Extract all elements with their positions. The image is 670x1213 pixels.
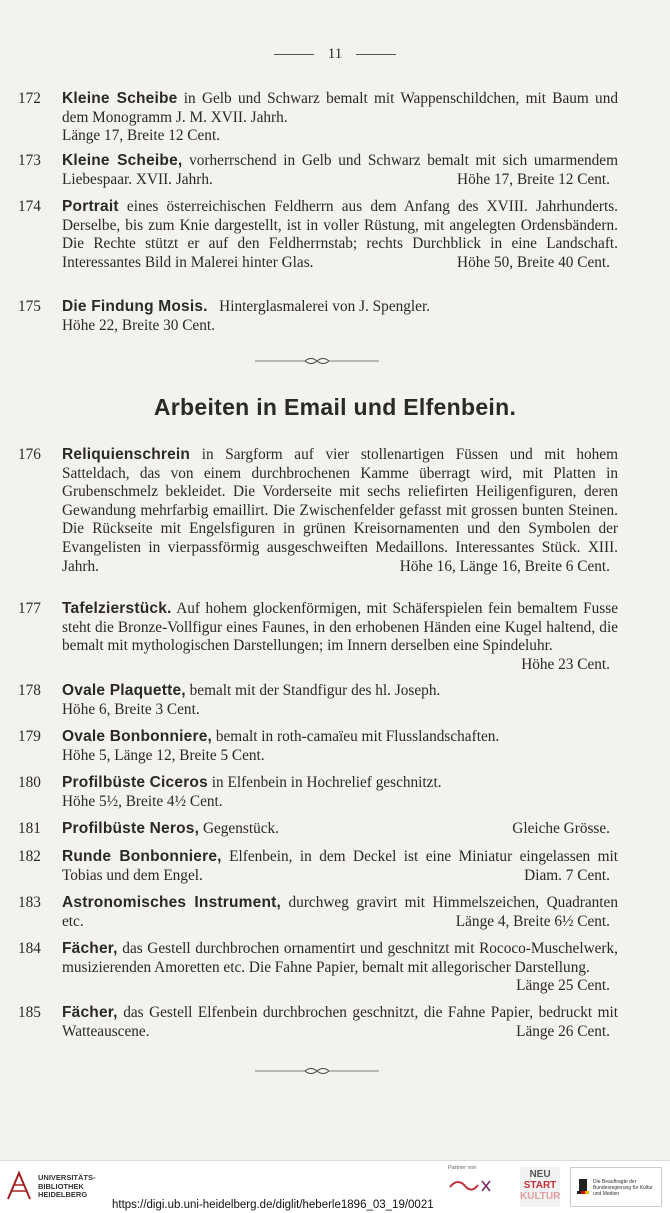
entry-measure: Höhe 6, Breite 3 Cent. — [62, 700, 200, 718]
entry-measure: Höhe 5½, Breite 4½ Cent. — [62, 792, 223, 810]
footer-bar — [0, 1160, 670, 1213]
section-heading: Arbeiten in Email und Elfenbein. — [153, 394, 517, 420]
entry-measure: Höhe 16, Länge 16, Breite 6 Cent. — [399, 557, 610, 575]
entry-measure: Länge 25 Cent. — [516, 977, 610, 995]
entry-title: Profilbüste Neros, — [62, 820, 200, 837]
catalog-entry: 176 Reliquienschrein in Sargform auf vier stollenartigen Füssen und mit hohem Satteldach, das von einem durchbrochenen Kamme überragt wird, mit Platten in Grubenschmelz bekleidet. Die Vorderseite mit sechs reliefirten Heiligenfiguren, deren Gewandung mehrfarbig emaillirt. Die Zwischenfelder gefasst mit grossen bunten Steinen. Die Rückseite mit Engelsfiguren in grünen Kreisornamenten und den Symbolen der Evangelisten in vierpassförmig ausgeschweiften Medaillons. Interessantes Stück. XIII. Jahrh. Höhe 16, Länge 16, Breite 6 Cent. — [18, 446, 618, 575]
catalog-entry: 173 Kleine Scheibe, vorherrschend in Gelb und Schwarz bemalt mit sich umarmendem Liebespaar. XVII. Jahrh. Höhe 17, Breite 12 Cent. — [18, 152, 618, 188]
entry-title: Astronomisches Instrument, — [62, 894, 282, 911]
university-name: UNIVERSITÄTS- BIBLIOTHEK HEIDELBERG — [38, 1173, 96, 1199]
partner-logo-icon — [446, 1173, 508, 1199]
catalog-entry: 178 Ovale Plaquette, bemalt mit der Standfigur des hl. Joseph. Höhe 6, Breite 3 Cent. — [18, 682, 618, 719]
page-number: 11 — [0, 46, 670, 63]
entry-title: Kleine Scheibe — [62, 90, 178, 107]
entry-measure: Höhe 23 Cent. — [521, 655, 610, 673]
permalink-url[interactable]: https://digi.ub.uni-heidelberg.de/diglit/heberle1896_03_19/0021 — [112, 1199, 434, 1211]
entry-title: Fächer, — [62, 1004, 118, 1021]
entry-measure: Länge 17, Breite 12 Cent. — [62, 127, 221, 145]
entry-title: Die Findung Mosis. — [62, 298, 208, 315]
catalog-entry: 180 Profilbüste Ciceros in Elfenbein in Hochrelief geschnitzt. Höhe 5½, Breite 4½ Cent. — [18, 774, 618, 811]
entry-measure: Länge 4, Breite 6½ Cent. — [455, 912, 610, 930]
entry-measure: Diam. 7 Cent. — [524, 866, 610, 884]
entry-title: Runde Bonbonniere, — [62, 848, 222, 865]
catalog-entry: 182 Runde Bonbonniere, Elfenbein, in dem Deckel ist eine Miniatur eingelassen mit Tobias und dem Engel. Diam. 7 Cent. — [18, 848, 618, 884]
ornament-divider — [255, 1066, 379, 1076]
catalog-entry: 184 Fächer, das Gestell durchbrochen ornamentirt und geschnitzt mit Rococo-Muschelwerk, musizierenden Amoretten etc. Die Fahne Papier, bemalt mit allegorischer Darstellung. Länge 25 Cent. — [18, 940, 618, 995]
catalog-entry: 185 Fächer, das Gestell Elfenbein durchbrochen geschnitzt, die Fahne Papier, bedruckt mit Watteauscene. Länge 26 Cent. — [18, 1004, 618, 1040]
entry-measure: Höhe 5, Länge 12, Breite 5 Cent. — [62, 746, 265, 764]
entry-title: Reliquienschrein — [62, 446, 191, 463]
entry-title: Ovale Plaquette, — [62, 682, 186, 699]
entry-measure: Höhe 22, Breite 30 Cent. — [62, 316, 215, 334]
university-logo-icon — [6, 1169, 32, 1203]
catalog-entry: 175 Die Findung Mosis. Hinterglasmalerei von J. Spengler. Höhe 22, Breite 30 Cent. — [18, 298, 618, 335]
neustart-kultur-logo: NEU START KULTUR — [520, 1167, 560, 1207]
catalog-entry: 174 Portrait eines österreichischen Feldherrn aus dem Anfang des XVIII. Jahrhunderts. Derselbe, bis zum Knie dargestellt, ist in voller Rüstung, mit angelegten Ordensbändern. Die Rechte stützt er auf den Feldherrnstab; rechts Durchblick in eine Landschaft. Interessantes Bild in Malerei hinter Glas. Höhe 50, Breite 40 Cent. — [18, 198, 619, 271]
entry-title: Portrait — [62, 198, 119, 215]
eagle-icon — [577, 1178, 589, 1194]
ornament-divider — [255, 356, 379, 366]
catalog-entry: 181 Profilbüste Neros, Gegenstück. Gleiche Grösse. — [18, 820, 618, 839]
catalog-entry: 179 Ovale Bonbonniere, bemalt in roth-camaïeu mit Flusslandschaften. Höhe 5, Länge 12, Breite 5 Cent. — [18, 728, 618, 765]
entry-measure: Länge 26 Cent. — [516, 1022, 610, 1040]
entry-title: Profilbüste Ciceros — [62, 774, 208, 791]
entry-measure: Höhe 50, Breite 40 Cent. — [457, 253, 610, 271]
entry-title: Kleine Scheibe, — [62, 152, 183, 169]
federal-government-logo: Die Beauftragte der Bundesregierung für Kultur und Medien — [570, 1167, 662, 1207]
entry-title: Ovale Bonbonniere, — [62, 728, 213, 745]
entry-title: Tafelzierstück. — [62, 600, 172, 617]
catalog-entry: 172 Kleine Scheibe in Gelb und Schwarz bemalt mit Wappenschildchen, mit Baum und dem Monogramm J. M. XVII. Jahrh. Länge 17, Breite 12 Cent. — [18, 90, 618, 145]
entry-title: Fächer, — [62, 940, 118, 957]
catalog-entry: 177 Tafelzierstück. Auf hohem glockenförmigen, mit Schäferspielen fein bemaltem Fusse steht die Bronze-Vollfigur eines Faunes, in den erhobenen Händen eine Kugel haltend, die bemalt mit mythologischen Darstellungen; im Innern derselben eine Spindeluhr. Höhe 23 Cent. — [18, 600, 618, 673]
partner-label: Partner von — [448, 1165, 477, 1171]
catalog-entry: 183 Astronomisches Instrument, durchweg gravirt mit Himmelszeichen, Quadranten etc. Länge 4, Breite 6½ Cent. — [18, 894, 618, 930]
entry-measure: Gleiche Grösse. — [512, 820, 610, 837]
entry-measure: Höhe 17, Breite 12 Cent. — [457, 170, 610, 188]
